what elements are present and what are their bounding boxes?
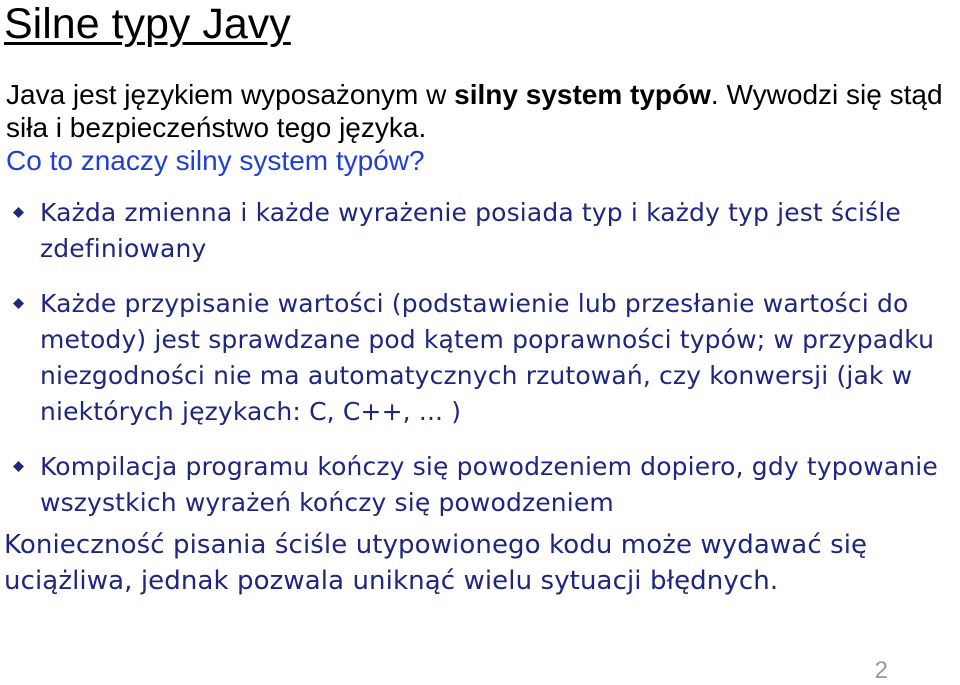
- bullet-text: Kompilacja programu kończy się powodzeniem dopiero, gdy typowanie wszystkich wyrażeń kończy się powodzeniem: [40, 452, 938, 517]
- bullet-list: [8, 195, 956, 540]
- intro-question: Co to znaczy silny system typów?: [6, 145, 425, 176]
- diamond-bullet-icon: [13, 298, 24, 309]
- intro-text-end: . Wywodzi się stąd siła i bezpieczeństwo tego języka.: [6, 79, 943, 143]
- intro-paragraph: [6, 78, 946, 177]
- bullet-text: Każde przypisanie wartości (podstawienie lub przesłanie wartości do metody) jest sprawdzane pod kątem poprawności typów; w przypadku niezgodności nie ma automatycznych rzutowań, czy konwersji (jak w niektórych językach: C, C++, ... ): [40, 289, 935, 426]
- page-number: 2: [874, 657, 888, 684]
- bullet-item: [8, 195, 956, 267]
- intro-emphasis: silny system typów: [454, 79, 711, 110]
- bullet-item: [8, 449, 956, 521]
- slide-title: Silne typy Javy: [4, 0, 291, 48]
- diamond-bullet-icon: [13, 461, 24, 472]
- closing-paragraph: Konieczność pisania ściśle utypowionego kodu może wydawać się uciążliwa, jednak pozwala uniknąć wielu sytuacji błędnych.: [4, 530, 868, 596]
- bullet-text: Każda zmienna i każde wyrażenie posiada typ i każdy typ jest ściśle zdefiniowany: [40, 198, 901, 263]
- intro-text-start: Java jest językiem wyposażonym w: [6, 79, 455, 110]
- bullet-item: [8, 286, 956, 430]
- diamond-bullet-icon: [13, 207, 24, 218]
